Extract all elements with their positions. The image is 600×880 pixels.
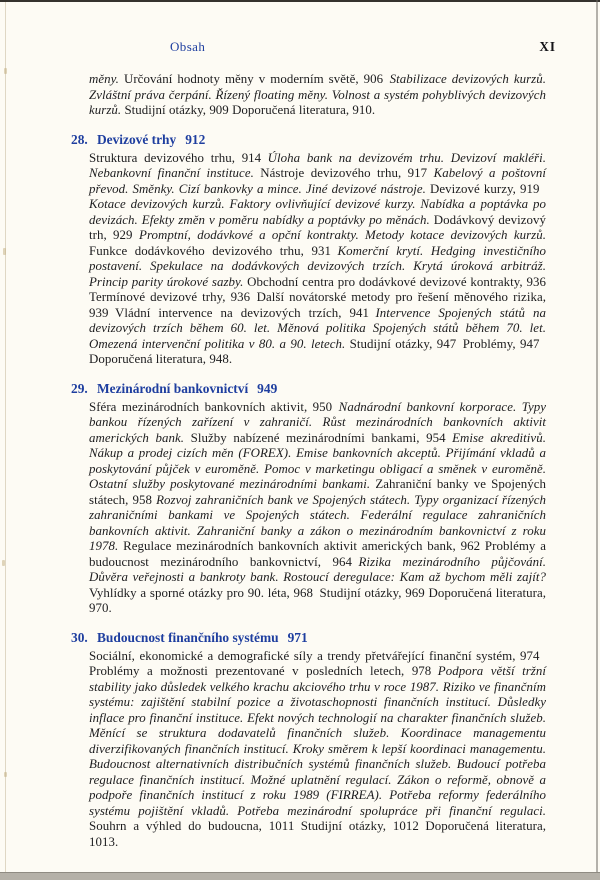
section-page-number: 949 — [257, 380, 278, 396]
scan-speck — [2, 560, 5, 566]
section-body: Sociální, ekonomické a demografické síly a trendy přetvářející finanční systém, 974 Problémy a možnosti prezentované v posledních letech, 978 Podpora větší tržní stability jako důsledek velkého krachu akciového trhu v roce 1987. Riziko ve finančním systému: zajištění stabilní pozice a životaschopnosti finančních institucí. Důsledky inflace pro finanční instituce. Efekt nových technologií na charakter finančních služeb. Měnící se struktura dodavatelů finančních služeb. Koordinace managementu diverzifikovaných finančních institucí. Kroky směrem k lepší koordinaci managementu. Budoucnost alternativních distribučních systémů finančních služeb. Budoucí potřeba regulace finančních institucí. Možné uplatnění regulací. Zákon o reformě, obnově a podpoře finančních institucí z roku 1989 (FIRREA). Potřeba reformy federálního systému pojištění vkladů. Potřeba mezinárodní spolupráce při finanční regulaci. Souhrn a výhled do budoucna, 1011 Studijní otázky, 1012 Doporučená literatura, 1013. — [89, 648, 546, 849]
toc-content-column — [71, 72, 547, 850]
toc-section-29 — [71, 380, 546, 617]
page-right-edge — [596, 0, 598, 873]
section-heading — [71, 380, 546, 397]
page-bottom-edge — [0, 872, 600, 880]
running-head-title: Obsah — [170, 39, 206, 54]
section-heading — [71, 131, 546, 148]
page-number: XI — [539, 39, 556, 54]
section-title: Devizové trhy — [97, 131, 177, 147]
section-number: 29. — [71, 380, 88, 396]
page-left-edge — [5, 2, 6, 873]
section-number: 28. — [71, 131, 88, 147]
scan-speck — [4, 68, 7, 74]
section-number: 30. — [71, 629, 88, 645]
page-top-edge — [0, 0, 600, 2]
toc-continuation-paragraph: měny. Určování hodnoty měny v moderním světě, 906 Stabilizace devizových kurzů. Zvláštní práva čerpání. Řízený floating měny. Volnost a systém pohyblivých devizových kurzů. Studijní otázky, 909 Doporučená literatura, 910. — [89, 72, 546, 117]
section-heading — [71, 629, 546, 646]
section-body: Sféra mezinárodních bankovních aktivit, 950 Nadnárodní bankovní korporace. Typy bankou řízených zařízení v zahraničí. Růst mezinárodních bankovních aktivit amerických bank. Služby nabízené mezinárodními bankami, 954 Emise akreditivů. Nákup a prodej cizích měn (FOREX). Emise bankovních akceptů. Přijímání vkladů a poskytování půjček v euroměně. Pomoc v marketingu obligací a směnek v euroměně. Ostatní služby poskytované mezinárodními bankami. Zahraniční banky ve Spojených státech, 958 Rozvoj zahraničních bank ve Spojených státech. Typy organizací řízených zahraničními bankami ve Spojených státech. Federální regulace zahraničních bankovních aktivit. Zahraniční banky a zákon o mezinárodním bankovnictví z roku 1978. Regulace mezinárodních bankovních aktivit amerických bank, 962 Problémy a budoucnost mezinárodního bankovnictví, 964 Rizika mezinárodního půjčování. Důvěra veřejnosti a bankroty bank. Rostoucí deregulace: Kam až bychom měli zajít? Vyhlídky a sporné otázky pro 90. léta, 968 Studijní otázky, 969 Doporučená literatura, 970. — [89, 399, 546, 615]
scan-speck — [3, 248, 6, 255]
toc-section-28 — [71, 131, 547, 368]
section-title: Mezinárodní bankovnictví — [97, 380, 249, 396]
toc-section-30 — [71, 629, 546, 851]
section-body: Struktura devizového trhu, 914 Úloha bank na devizovém trhu. Devizoví makléři. Nebankovní finanční instituce. Nástroje devizového trhu, 917 Kabelový a poštovní převod. Směnky. Cizí bankovky a mince. Jiné devizové nástroje. Devizové kurzy, 919 Kotace devizových kurzů. Faktory ovlivňující devizové kurzy. Nabídka a poptávka po devizách. Efekty změn v poměru nabídky a poptávky po měnách. Dodávkový devizový trh, 929 Promptní, dodávkové a opční kontrakty. Metody kotace devizových kurzů. Funkce dodávkového devizového trhu, 931 Komerční krytí. Hedging investičního postavení. Spekulace na dodávkových devizových trzích. Krytá úroková arbitráž. Princip parity úrokové sazby. Obchodní centra pro dodávkové devizové kontrakty, 936 Termínové devizové trhy, 936 Další novátorské metody pro řešení měnového rizika, 939 Vládní intervence na devizových trzích, 941 Intervence Spojených států na devizových trzích během 60. let. Měnová politika Spojených států během 70. let. Omezená intervenční politika v 80. a 90. letech. Studijní otázky, 947 Problémy, 947 Doporučená literatura, 948. — [89, 150, 547, 366]
section-page-number: 912 — [185, 131, 206, 147]
section-page-number: 971 — [287, 629, 308, 645]
scan-speck — [4, 772, 7, 777]
section-title: Budoucnost finančního systému — [97, 629, 279, 645]
